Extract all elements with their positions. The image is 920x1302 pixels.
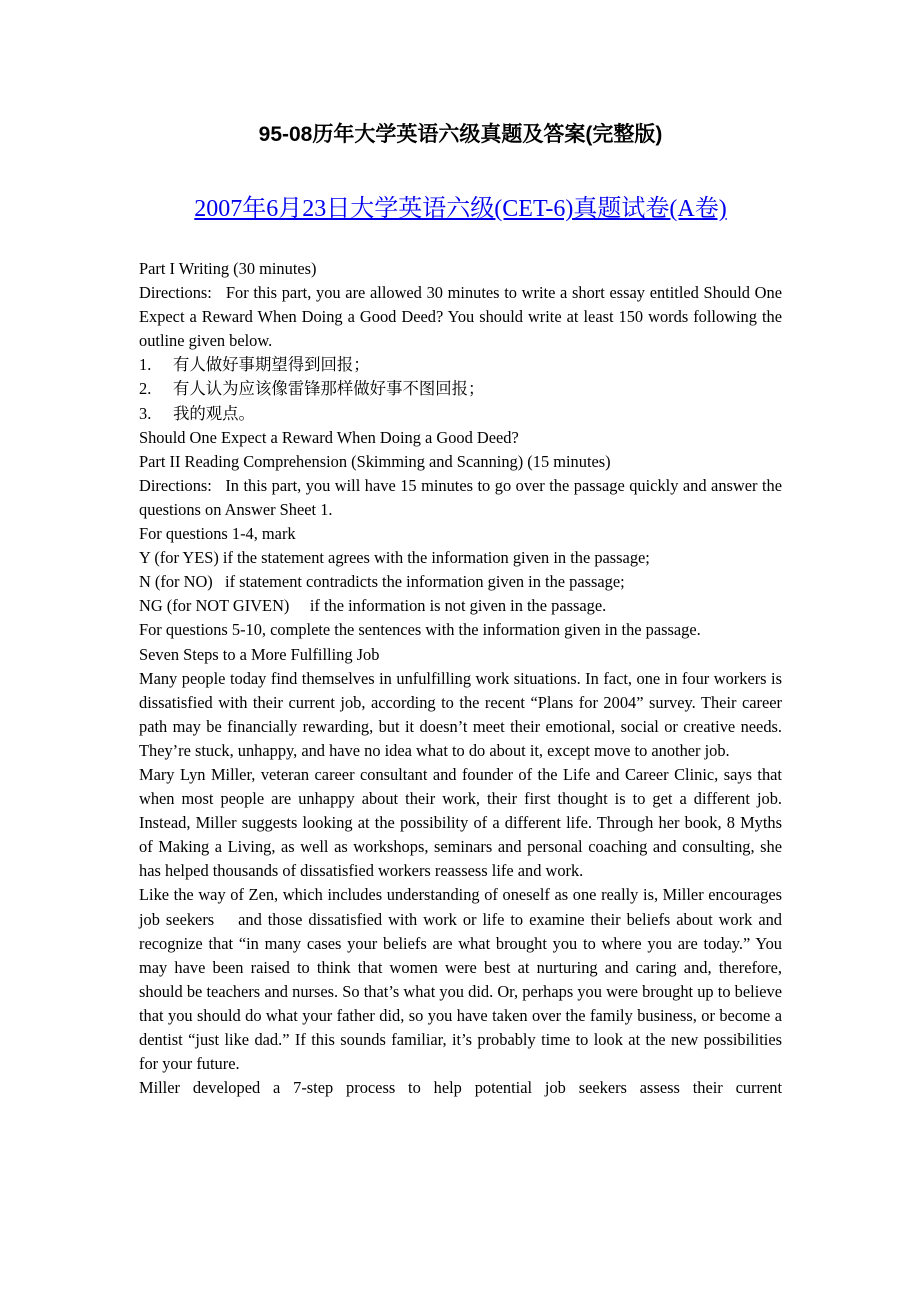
passage-paragraph-3: Like the way of Zen, which includes understanding of oneself as one really is, Miller encourages job seekers and those dissatisfied with work or life to examine their beliefs about work and recognize that “in many cases your beliefs are what brought you to where you are today.” You may have been raised to think that women were best at nurturing and caring and, therefore, should be teachers and nurses. So that’s what you did. Or, perhaps you were brought up to believe that you should do what your father did, so you have taken over the family business, or become a dentist “just like dad.” If this sounds familiar, it’s probably time to look at the new possibilities for your future. (139, 885, 787, 1074)
outline-text: 有人做好事期望得到回报； (173, 355, 370, 375)
no-option-line: N (for NO) if statement contradicts the information given in the passage; (139, 572, 625, 592)
part2-heading: Part II Reading Comprehension (Skimming and Scanning) (15 minutes) (139, 451, 611, 471)
exam-title-link[interactable]: 2007年6月23日大学英语六级(CET-6)真题试卷(A卷) (194, 196, 727, 222)
outline-text: 有人认为应该像雷锋那样做好事不图回报； (173, 379, 485, 399)
outline-item-3 (139, 402, 782, 426)
part1-directions: Directions: For this part, you are allowed 30 minutes to write a short essay entitled Should One Expect a Reward When Doing a Good Deed? You should write at least 150 words following the outline given below. (139, 283, 787, 351)
outline-number: 3. (139, 403, 152, 423)
passage-title: Seven Steps to a More Fulfilling Job (139, 644, 380, 664)
not-given-option-line: NG (for NOT GIVEN) if the information is not given in the passage. (139, 596, 607, 616)
passage-paragraph-2: Mary Lyn Miller, veteran career consultant and founder of the Life and Career Clinic, says that when most people are unhappy about their work, their first thought is to get a different job. Instead, Miller suggests looking at the possibility of a different life. Through her book, 8 Myths of Making a Living, as well as workshops, seminars and personal coaching and consulting, she has helped thousands of dissatisfied workers reassess life and work. (139, 764, 782, 881)
outline-item-2 (139, 377, 782, 401)
document-body (139, 257, 787, 1100)
passage-paragraph-4: Miller developed a 7-step process to help potential job seekers assess their current (139, 1078, 782, 1098)
outline-number: 1. (139, 355, 152, 375)
part1-heading: Part I Writing (30 minutes) (139, 259, 317, 278)
questions-1-4-instruction: For questions 1-4, mark (139, 524, 296, 544)
document-title: 95-08历年大学英语六级真题及答案(完整版) (258, 123, 663, 146)
part2-directions: Directions: In this part, you will have 15 minutes to go over the passage quickly and answer the questions on Answer Sheet 1. (139, 475, 787, 519)
outline-text: 我的观点。 (173, 403, 255, 423)
questions-5-10-instruction: For questions 5-10, complete the sentences with the information given in the passage. (139, 620, 701, 640)
yes-option-line: Y (for YES) if the statement agrees with the information given in the passage; (139, 548, 650, 568)
outline-item-1 (139, 353, 782, 377)
essay-title: Should One Expect a Reward When Doing a Good Deed? (139, 427, 519, 447)
outline-number: 2. (139, 379, 152, 399)
passage-paragraph-1: Many people today find themselves in unfulfilling work situations. In fact, one in four workers is dissatisfied with their current job, according to the recent “Plans for 2004” survey. Their career path may be financially rewarding, but it doesn’t meet their emotional, social or creative needs. They’re stuck, unhappy, and have no idea what to do about it, except move to another job. (139, 668, 782, 760)
